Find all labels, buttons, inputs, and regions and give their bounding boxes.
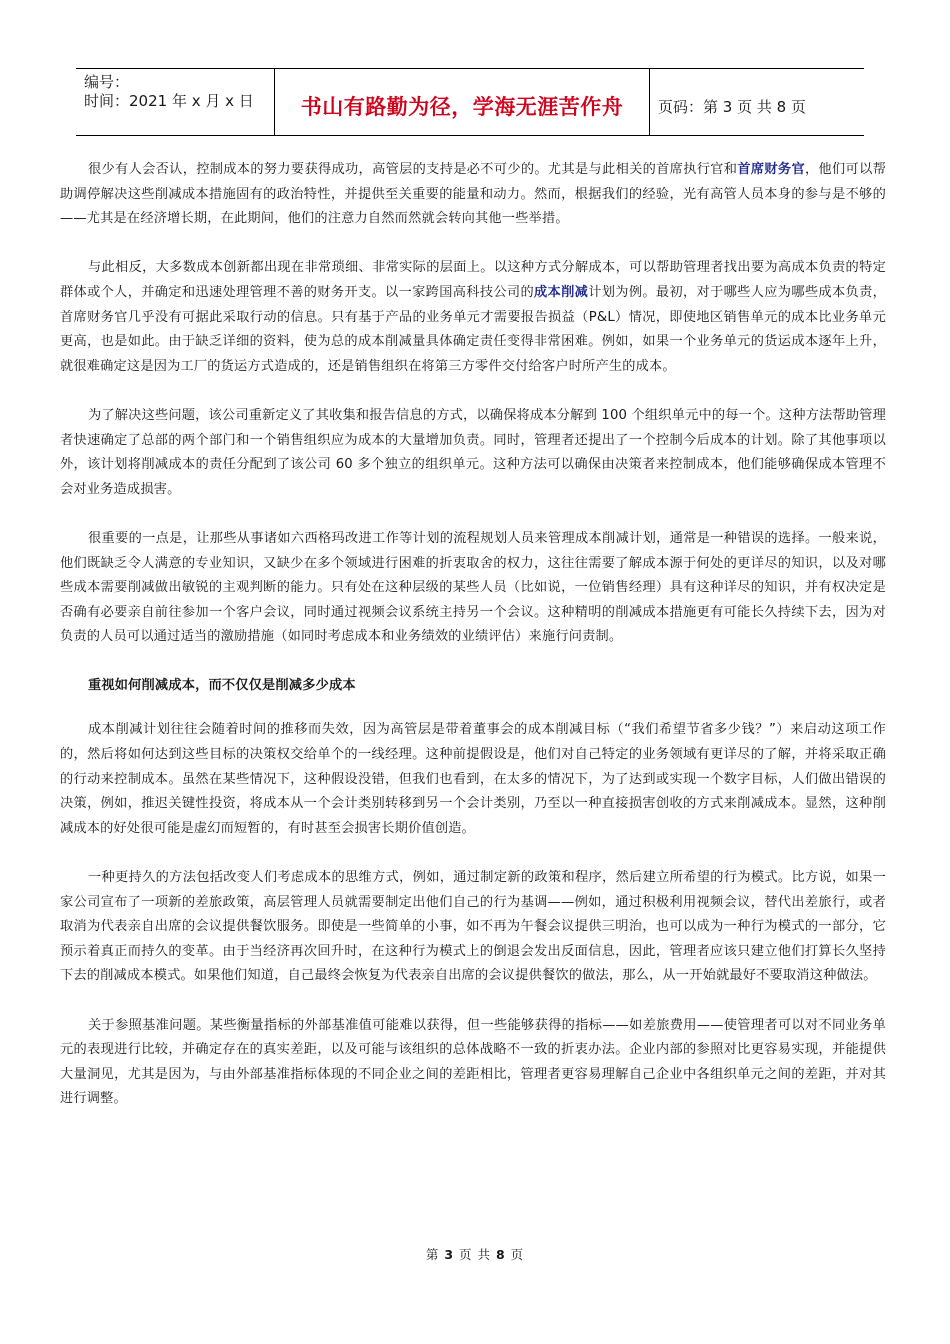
paragraph-1: 很少有人会否认，控制成本的努力要获得成功，高管层的支持是必不可少的。尤其是与此相关的首席执行官和首席财务官，他们可以帮助调停解决这些削减成本措施固有的政治特性，并提供至关重要的能量和动力。然而，根据我们的经验，光有高管人员本身的参与是不够的——尤其是在经济增长期，在此期间，他们的注意力自然而然就会转向其他一些举措。 <box>60 162 886 227</box>
page-header <box>76 68 864 136</box>
document-body <box>60 158 886 1137</box>
footer-total-pages: 8 <box>495 1247 506 1262</box>
code-label: 编号： <box>84 73 130 91</box>
time-label: 时间：2021 年 x 月 x 日 <box>84 92 254 110</box>
paragraph-4: 很重要的一点是，让那些从事诸如六西格玛改进工作等计划的流程规划人员来管理成本削减计划，通常是一种错误的选择。一般来说，他们既缺乏令人满意的专业知识，又缺少在多个领域进行困难的折衷取舍的权力，这往往需要了解成本源于何处的更详尽的知识，以及对哪些成本需要削减做出敏锐的主观判断的能力。只有处在这种层级的某些人员（比如说，一位销售经理）具有这种详尽的知识，并有权决定是否确有必要亲自前往参加一个客户会议，同时通过视频会议系统主持另一个会议。这种精明的削减成本措施更有可能长久持续下去，因为对负责的人员可以通过适当的激励措施（如同时考虑成本和业务绩效的业绩评估）来施行问责制。 <box>60 530 886 645</box>
header-page-label: 页码：第 3 页 共 8 页 <box>658 97 806 116</box>
section-heading: 重视如何削减成本，而不仅仅是削减多少成本 <box>88 678 356 694</box>
paragraph-7: 关于参照基准问题。某些衡量指标的外部基准值可能难以获得，但一些能够获得的指标——如差旅费用——使管理者可以对不同业务单元的表现进行比较，并确定存在的真实差距，以及可能与该组织的总体战略不一致的折衷办法。企业内部的参照对比更容易实现，并能提供大量洞见，尤其是因为，与由外部基准指标体现的不同企业之间的差距相比，管理者更容易理解自己企业中各组织单元之间的差距，并对其进行调整。 <box>60 1017 886 1107</box>
header-motto: 书山有路勤为径，学海无涯苦作舟 <box>275 69 650 135</box>
paragraph-3: 为了解决这些问题，该公司重新定义了其收集和报告信息的方式，以确保将成本分解到 100 个组织单元中的每一个。这种方法帮助管理者快速确定了总部的两个部门和一个销售组织应为成本的大量增加负责。同时，管理者还提出了一个控制今后成本的计划。除了其他事项以外，该计划将削减成本的责任分配到了该公司 60 多个独立的组织单元。这种方法可以确保由决策者来控制成本，他们能够确保成本管理不会对业务造成损害。 <box>60 407 886 497</box>
page-footer: 第 3 页 共 8 页 <box>425 1247 525 1262</box>
footer-page-number: 3 <box>444 1247 455 1262</box>
paragraph-6: 一种更持久的方法包括改变人们考虑成本的思维方式，例如，通过制定新的政策和程序，然后建立所希望的行为模式。比方说，如果一家公司宣布了一项新的差旅政策，高层管理人员就需要制定出他们自己的行为基调——例如，通过积极利用视频会议，替代出差旅行，或者取消为代表亲自出席的会议提供餐饮服务。即使是一些简单的小事，如不再为午餐会议提供三明治，也可以成为一种行为模式的一部分，它预示着真正而持久的变革。由于当经济再次回升时，在这种行为模式上的倒退会发出反面信息，因此，管理者应该只建立他们打算长久坚持下去的削减成本模式。如果他们知道，自己最终会恢复为代表亲自出席的会议提供餐饮的做法，那么，从一开始就最好不要取消这种做法。 <box>60 870 886 984</box>
paragraph-2: 与此相反，大多数成本创新都出现在非常琐细、非常实际的层面上。以这种方式分解成本，可以帮助管理者找出要为高成本负责的特定群体或个人，并确定和迅速处理管理不善的财务开支。以一家跨国高科技公司的成本削减计划为例。最初，对于哪些人应为哪些成本负责，首席财务官几乎没有可据此采取行动的信息。只有基于产品的业务单元才需要报告损益（P&L）情况，即使地区销售单元的成本比业务单元更高，也是如此。由于缺乏详细的资料，使为总的成本削减量具体确定责任变得非常困难。例如，如果一个业务单元的货运成本逐年上升，就很难确定这是因为工厂的货运方式造成的，还是销售组织在将第三方零件交付给客户时所产生的成本。 <box>60 260 886 374</box>
cfo-link[interactable]: 首席财务官 <box>737 162 805 177</box>
cost-cutting-link[interactable]: 成本削减 <box>534 284 589 300</box>
paragraph-5: 成本削减计划往往会随着时间的推移而失效，因为高管层是带着董事会的成本削减目标（“我们希望节省多少钱？”）来启动这项工作的，然后将如何达到这些目标的决策权交给单个的一线经理。这种前提假设是，他们对自己特定的业务领域有更详尽的了解，并将采取正确的行动来控制成本。虽然在某些情况下，这种假设没错，但我们也看到，在太多的情况下，为了达到或实现一个数字目标，人们做出错误的决策，例如，推迟关键性投资，将成本从一个会计类别转移到另一个会计类别，乃至以一种直接损害创收的方式来削减成本。显然，这种削减成本的好处很可能是虚幻而短暂的，有时甚至会损害长期价值创造。 <box>60 722 886 836</box>
header-meta <box>76 69 275 135</box>
